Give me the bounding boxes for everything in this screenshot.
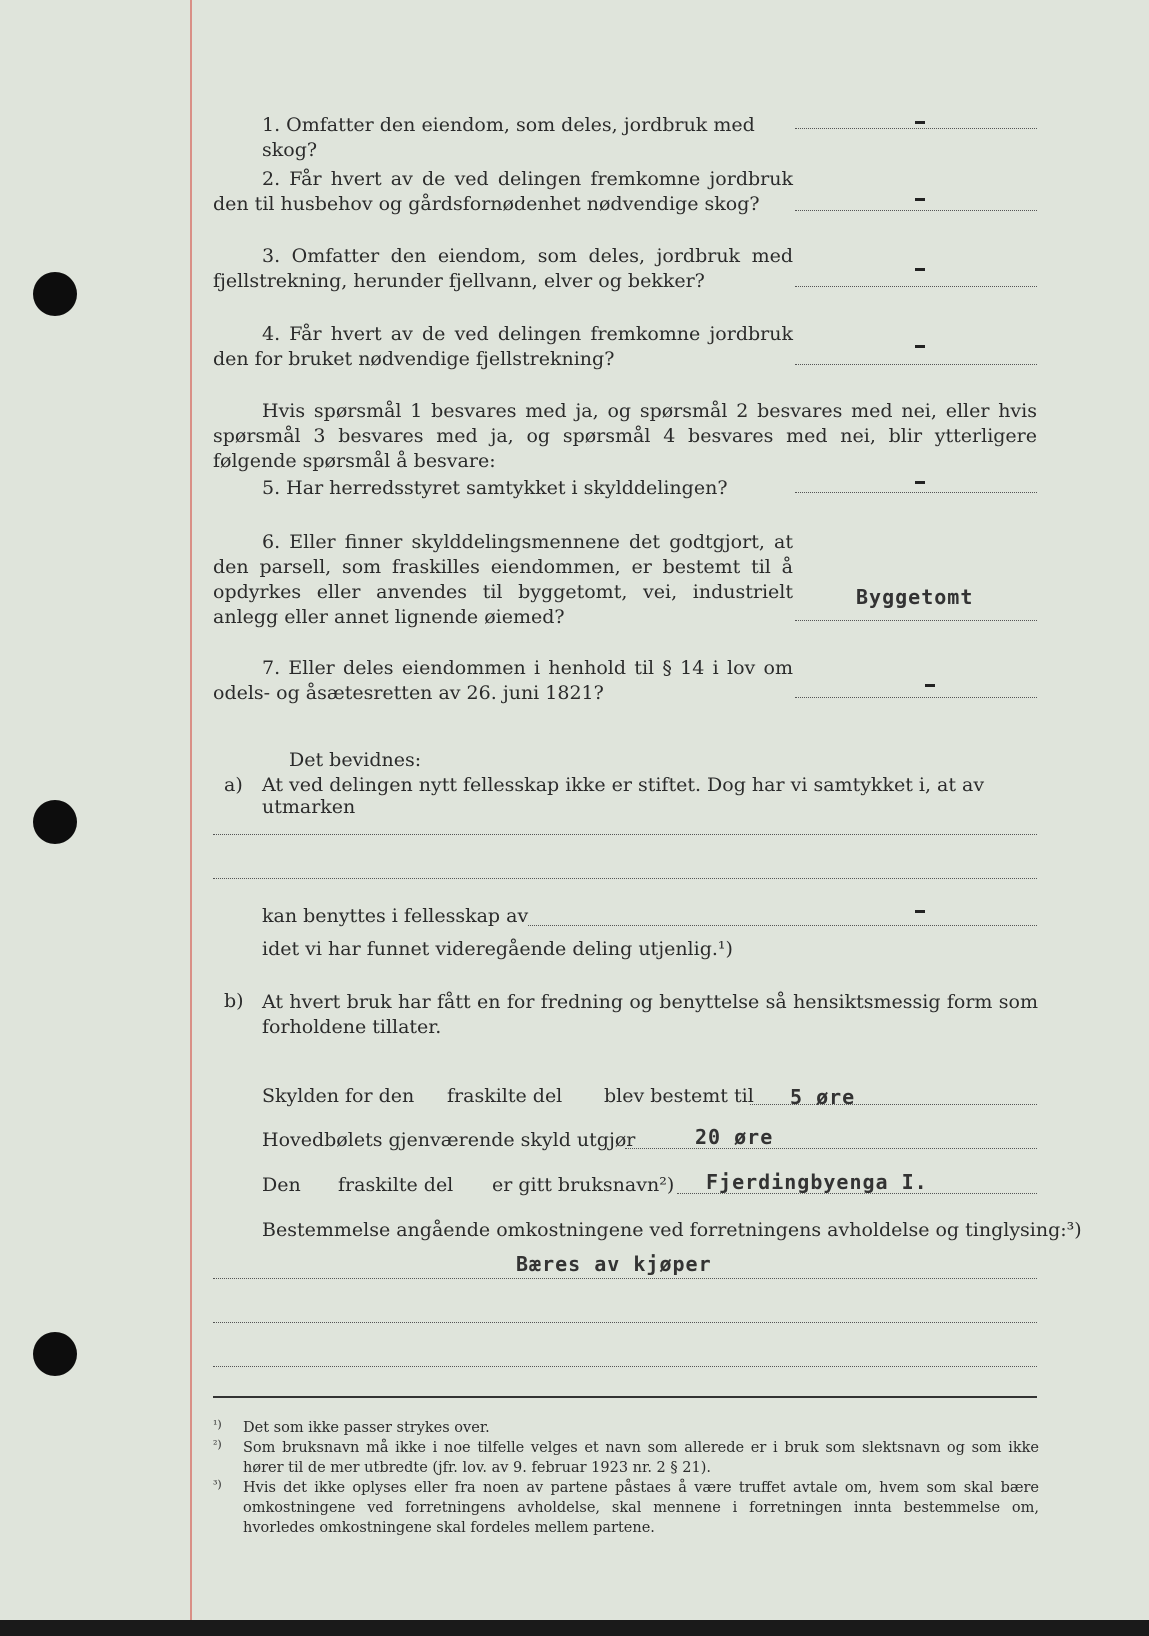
- answer-line: [795, 697, 1037, 698]
- question-1: 1. Omfatter den eiendom, som deles, jordbruk med skog?: [262, 114, 755, 161]
- answer-line: [795, 364, 1037, 365]
- answer-line: [795, 492, 1037, 493]
- footnote-separator: [213, 1396, 1037, 1398]
- hoved-label: Hovedbølets gjenværende skyld utgjør: [262, 1129, 636, 1151]
- margin-line: [190, 0, 192, 1636]
- fill-line: [213, 1322, 1037, 1323]
- name-label-2: fraskilte del: [338, 1174, 454, 1196]
- question-5-answer: [915, 481, 925, 484]
- fill-line: [213, 834, 1037, 835]
- question-6: 6. Eller finner skylddelingsmennene det godtgjort, at den parsell, som fraskilles eiendommen, er bestemt til å opdyrkes eller anvendes til byggetomt, vei, industrielt anlegg eller annet lignende øiemed?: [213, 531, 793, 628]
- certify-b-label: b): [224, 990, 244, 1012]
- question-3: 3. Omfatter den eiendom, som deles, jordbruk med fjellstrekning, herunder fjellvann, elver og bekker?: [213, 245, 793, 292]
- footnote-mark: ³): [213, 1478, 222, 1491]
- footnote: [213, 1438, 1039, 1478]
- fill-line: [213, 1278, 1037, 1279]
- punch-hole: [33, 800, 77, 844]
- skyld-value: 5 øre: [790, 1085, 856, 1109]
- cost-value: Bæres av kjøper: [516, 1252, 712, 1276]
- fill-line: [625, 1148, 1037, 1149]
- question-1-answer: [915, 121, 925, 124]
- certify-a-label: a): [224, 774, 243, 796]
- fill-line: [213, 878, 1037, 879]
- shared-answer: [915, 910, 925, 913]
- footnote: [213, 1418, 1039, 1438]
- scan-edge: [0, 1620, 1149, 1636]
- conditional-note: Hvis spørsmål 1 besvares med ja, og spørsmål 2 besvares med nei, eller hvis spørsmål 3 besvares med ja, og spørsmål 4 besvares med nei, blir ytterligere følgende spørsmål å besvare:: [213, 400, 1037, 472]
- question-6-answer: Byggetomt: [856, 585, 974, 609]
- shared-label: kan benyttes i fellesskap av: [262, 905, 529, 927]
- answer-line: [795, 286, 1037, 287]
- question-5: 5. Har herredsstyret samtykket i skylddelingen?: [262, 477, 728, 499]
- question-2: 2. Får hvert av de ved delingen fremkomne jordbruk den til husbehov og gårdsfornødenhet nødvendige skog?: [213, 168, 793, 215]
- certify-a-text: At ved delingen nytt fellesskap ikke er stiftet. Dog har vi samtykket i, at av utmarken: [262, 774, 985, 818]
- question-7-answer: [925, 684, 935, 687]
- name-label-3: er gitt bruksnavn²): [492, 1174, 675, 1196]
- question-2-answer: [915, 198, 925, 201]
- answer-line: [795, 620, 1037, 621]
- hoved-value: 20 øre: [695, 1125, 774, 1149]
- footnote-mark: ¹): [213, 1418, 222, 1431]
- footnote-mark: ²): [213, 1438, 222, 1451]
- skyld-label-2: fraskilte del: [447, 1085, 563, 1107]
- cost-label: Bestemmelse angående omkostningene ved forretningens avholdelse og tinglysing:³): [262, 1219, 1082, 1241]
- question-4: 4. Får hvert av de ved delingen fremkomne jordbruk den for bruket nødvendige fjellstrekning?: [213, 323, 793, 370]
- punch-hole: [33, 1332, 77, 1376]
- question-3-answer: [915, 268, 925, 271]
- certify-heading: Det bevidnes:: [289, 749, 422, 771]
- answer-line: [795, 128, 1037, 129]
- footnote: [213, 1478, 1039, 1538]
- footnote-text: Hvis det ikke oplyses eller fra noen av partene påstaes å være truffet avtale om, hvem som skal bære omkostningene ved forretningens avholdelse, skal mennene i forretningen innta bestemmelse om, hvorledes omkostningene skal fordeles mellem partene.: [243, 1480, 1039, 1536]
- question-7: 7. Eller deles eiendommen i henhold til § 14 i lov om odels- og åsætesretten av 26. juni 1821?: [213, 657, 793, 704]
- fill-line: [213, 1366, 1037, 1367]
- punch-hole: [33, 272, 77, 316]
- footnote-text: Som bruksnavn må ikke i noe tilfelle velges et navn som allerede er i bruk som slektsnavn og som ikke hører til de mer utbredte (jfr. lov. av 9. februar 1923 nr. 2 § 21).: [243, 1440, 1039, 1476]
- fill-line: [528, 925, 1037, 926]
- question-4-answer: [915, 345, 925, 348]
- certify-b-text: At hvert bruk har fått en for fredning og benyttelse så hensiktsmessig form som forholdene tillater.: [262, 991, 1038, 1038]
- skyld-label-3: blev bestemt til: [604, 1085, 754, 1107]
- skyld-label-1: Skylden for den: [262, 1085, 415, 1107]
- name-value: Fjerdingbyenga I.: [706, 1170, 928, 1194]
- footnote-text: Det som ikke passer strykes over.: [243, 1420, 490, 1436]
- shared-end: idet vi har funnet videregående deling utjenlig.¹): [262, 938, 733, 960]
- name-label-1: Den: [262, 1174, 301, 1196]
- answer-line: [795, 210, 1037, 211]
